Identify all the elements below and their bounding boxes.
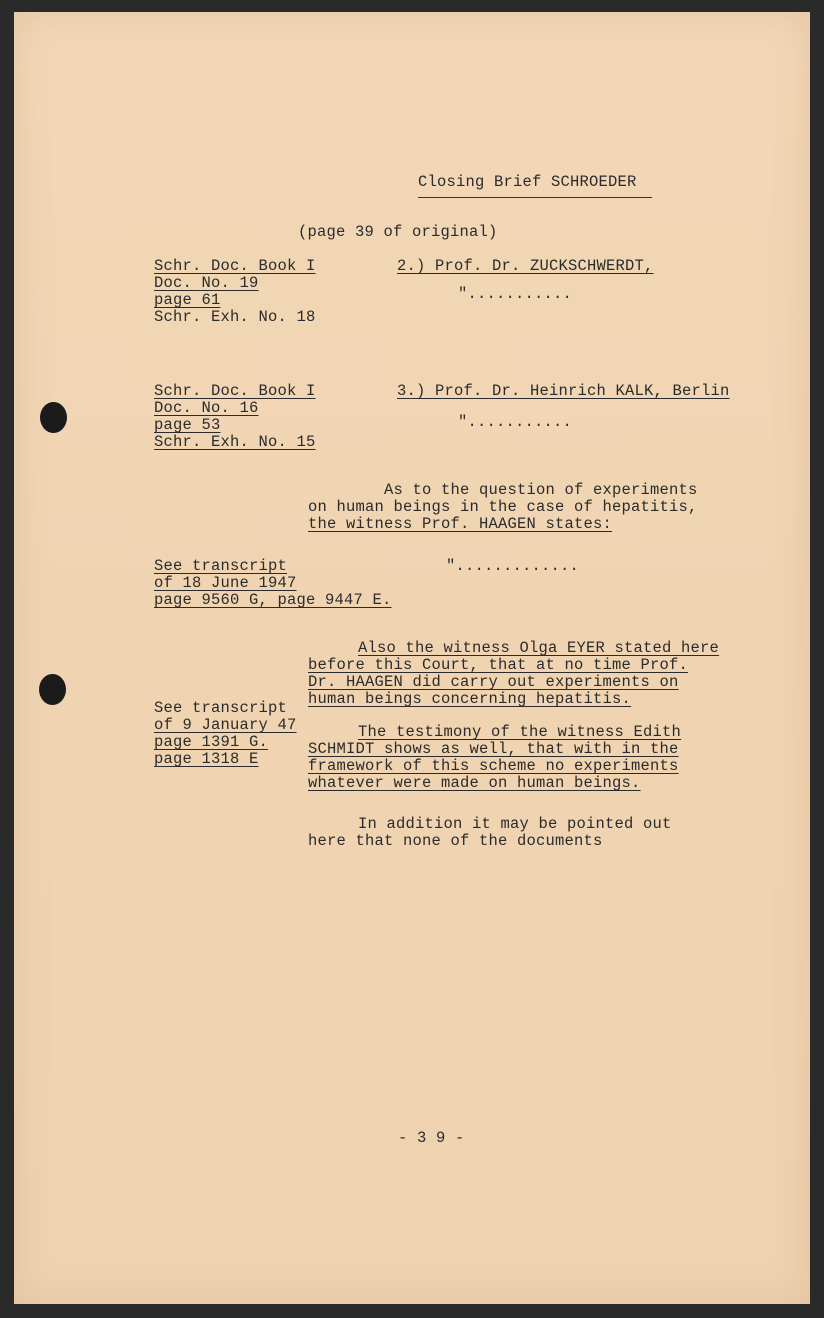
body-line: the witness Prof. HAAGEN states: [308,515,613,533]
ref-line: page 53 [154,416,221,434]
quote-ellipsis: "............. [446,557,580,575]
body-line: framework of this scheme no experiments [308,757,679,775]
ref-line: page 1391 G. [154,733,269,751]
quote-ellipsis: "........... [458,285,573,303]
ref-line: See transcript [154,557,288,575]
ref-line: See transcript [154,699,288,717]
original-page-note: (page 39 of original) [298,223,498,241]
quote-ellipsis: "........... [458,413,573,431]
body-line: here that none of the documents [308,832,603,850]
body-line: Also the witness Olga EYER stated here [358,639,720,657]
ref-line: Schr. Doc. Book I [154,257,316,275]
punch-hole-top [40,402,67,433]
ref-line: Doc. No. 19 [154,274,259,292]
body-line: The testimony of the witness Edith [358,723,682,741]
body-line: In addition it may be pointed out [358,815,672,833]
ref-line: Schr. Exh. No. 18 [154,308,316,326]
ref-line: of 9 January 47 [154,716,297,734]
body-line: human beings concerning hepatitis. [308,690,632,708]
body-line: on human beings in the case of hepatitis, [308,498,698,516]
document-page [14,12,810,1304]
section-heading: 2.) Prof. Dr. ZUCKSCHWERDT, [397,257,654,275]
body-line: As to the question of experiments [384,481,698,499]
body-line: whatever were made on human beings. [308,774,641,792]
section-heading: 3.) Prof. Dr. Heinrich KALK, Berlin [397,382,730,400]
body-line: SCHMIDT shows as well, that with in the [308,740,679,758]
ref-line: page 9560 G, page 9447 E. [154,591,392,609]
ref-line: of 18 June 1947 [154,574,297,592]
title-underline [418,197,652,198]
body-line: Dr. HAAGEN did carry out experiments on [308,673,679,691]
ref-line: Schr. Doc. Book I [154,382,316,400]
document-title: Closing Brief SCHROEDER [418,173,637,191]
ref-line: page 61 [154,291,221,309]
ref-line: Doc. No. 16 [154,399,259,417]
body-line: before this Court, that at no time Prof. [308,656,689,674]
ref-line: page 1318 E [154,750,259,768]
page-number: - 3 9 - [398,1129,465,1147]
ref-line: Schr. Exh. No. 15 [154,433,316,451]
punch-hole-bottom [39,674,66,705]
